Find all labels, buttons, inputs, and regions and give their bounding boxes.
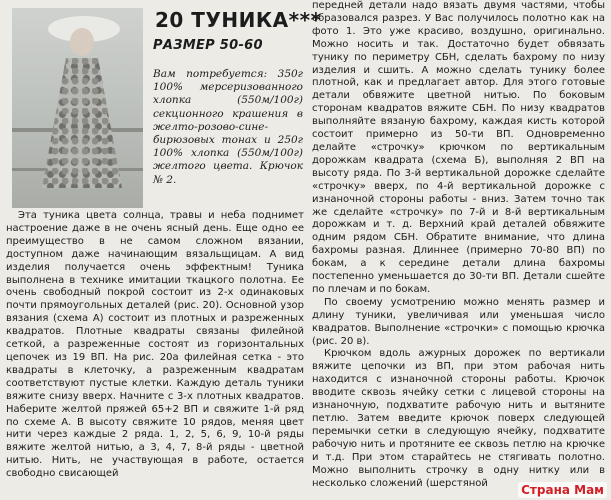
page-title: 20 ТУНИКА*** [155,8,322,32]
photo-dress [42,58,122,188]
tunic-photo [12,8,143,208]
left-column [6,210,304,481]
paragraph: Эта туника цвета солнца, травы и неба поднимет настроение даже в не очень ясный день. Еще одно ее преимущество в не самом сложном вязании, доступном даже начинающим вязальщицам. А вид изделия получается очень эффектным! Туника выполнена в технике имитации ткацкого полотна. Ее очень свободный покрой состоит из 2-х одинаковых почти прямоугольных деталей (рис. 20). Основной узор вязания (схема А) состоит из плотных и разреженных квадратов. Плотные квадраты связаны филейной сеткой, а разреженные состоят из горизонтальных цепочек из 19 ВП. На рис. 20а филейная сетка - это квадраты в клеточку, а разреженным квадратам соответствуют пустые клетки. Каждую деталь туники вяжите снизу вверх. Начните с 3-х плотных квадратов. Наберите желтой пряжей 65+2 ВП и свяжите 1-й ряд по схеме А. В высоту свяжите 10 рядов, меняя цвет нити через каждые 2 ряда. 1, 2, 5, 6, 9, 10-й ряды вяжите желтой нитью, а 3, 4, 7, 8-й ряды - цветной нитью. Нить, не участвующая в работе, остается свободно свисающей [6,210,304,480]
photo-head [70,28,94,56]
site-watermark: Страна Мам [518,482,607,498]
paragraph: По своему усмотрению можно менять размер и длину туники, увеличивая или уменьшая число квадратов. Выполнение «строчки» с помощью крючка (рис. 20 в). [312,296,605,347]
paragraph: передней детали надо вязать двумя частями, чтобы образовался разрез. У Вас получилось полотно как на фото 1. Это уже красиво, воздушно, оригинально. Можно носить и так. Достаточно будет обвязать тунику по периметру СБН, сделать бахрому по низу изделия и сшить. А можно сделать тунику более плотной, как и предлагает автор. Для этого готовые детали обвяжите цветной нитью. По боковым сторонам квадратов вяжите СБН. По низу квадратов выполняйте вязаную бахрому, каждая кисть которой состоит примерно из 50-ти ВП. Одновременно делайте «строчку» крючком по вертикальным дорожкам квадрата (схема Б), выполняя 2 ВП на высоту ряда. По 3-й вертикальной дорожке сделайте «строчку» вверх, по 4-й вертикальной дорожке с изнаночной стороны работы - вниз. Затем точно так же сделайте «строчку» по 7-й и 8-й вертикальным дорожкам и т. д. Верхний край деталей обвяжите одним рядом СБН. Обратите внимание, что длина бахромы разная. Длиннее (примерно 70-80 ВП) по бокам, а к середине детали длина бахромы постепенно уменьшается до 30-ти ВП. Детали сшейте по плечам и по бокам. [312,0,605,295]
right-column [312,0,605,490]
paragraph: Крючком вдоль ажурных дорожек по вертикали вяжите цепочки из ВП, при этом рабочая нить находится с изнаночной стороны работы. Крючок вводите сквозь ячейку сетки с лицевой стороны на изнаночную, подхватите рабочую нить и вытяните петлю. Затем введите крючок поверх следующей перемычки сетки в следующую ячейку, подхватите рабочую нить и протяните ее сквозь петлю на крючке и т.д. При этом старайтесь не стягивать полотно. Можно выполнить строчку в одну нитку или в несколько сложений (шерстяной [312,348,605,489]
size-label: РАЗМЕР 50-60 [153,38,263,53]
materials-block: Вам потребуется: 350г 100% мерсеризованного хлопка (550м/100г) секционного крашения в желто-розово-сине-бирюзовых тонах и 250г 100% хлопка (550м/100г) желтого цвета. Крючок № 2. [153,68,303,186]
